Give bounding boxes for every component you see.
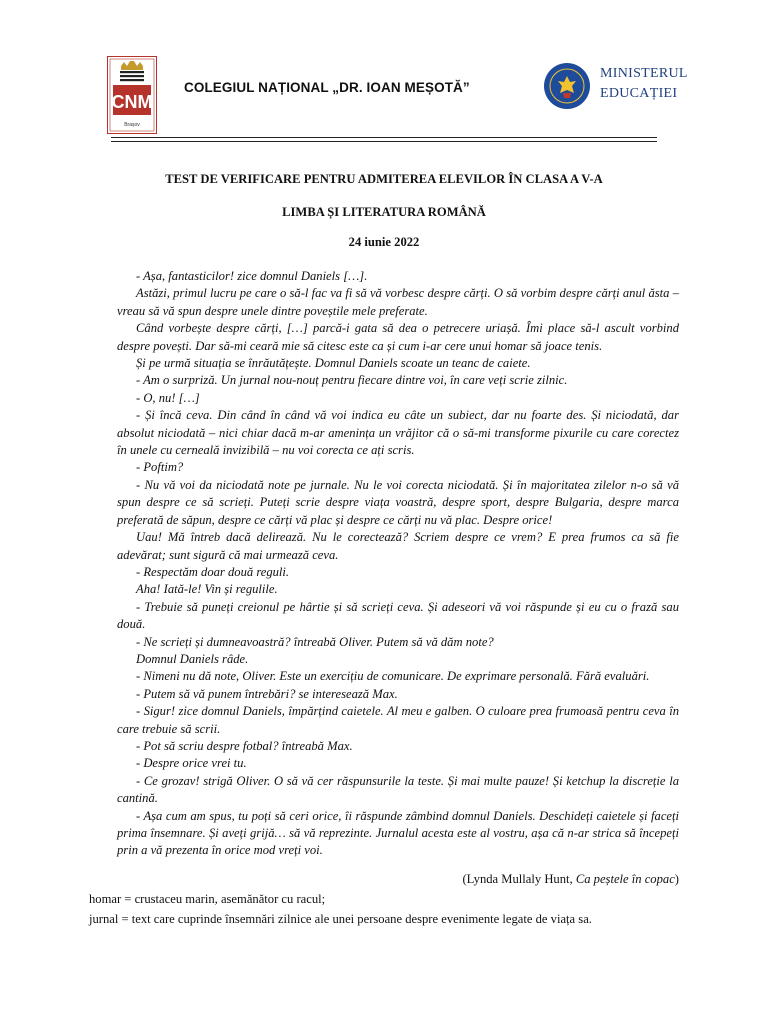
passage-paragraph: - Sigur! zice domnul Daniels, împărțind caietele. Al meu e galben. O culoare prea frumoasă pentru ceva în care trebuie să scrii.: [117, 704, 679, 736]
passage-paragraph: - Așa, fantasticilor! zice domnul Daniels […].: [136, 269, 368, 283]
passage-paragraph: - Respectăm doar două reguli.: [136, 564, 290, 579]
government-seal-icon: [543, 62, 591, 110]
passage-paragraph: Și pe urmă situația se înrăutățește. Domnul Daniels scoate un teanc de caiete.: [136, 356, 531, 371]
passage-paragraph: - Putem să vă punem întrebări? se interesează Max.: [136, 686, 398, 701]
passage-paragraph: - Poftim?: [136, 460, 184, 475]
svg-text:Brașov: Brașov: [124, 122, 140, 128]
subject-title: LIMBA ȘI LITERATURA ROMÂNĂ: [282, 205, 486, 219]
passage-paragraph: Astăzi, primul lucru pe care o să-l fac va fi să vă vorbesc despre cărți. O să vorbim despre cărți anul ăsta – vreau să vă spun despre unele dintre poveștile mele preferate.: [117, 286, 679, 318]
passage-paragraph: Aha! Iată-le! Vin și regulile.: [136, 582, 278, 597]
passage-paragraph: - Am o surpriză. Un jurnal nou-nouț pentru fiecare dintre voi, în care veți scrie zilnic.: [136, 373, 568, 388]
source-book-title: Ca peștele în copac: [575, 872, 675, 886]
passage-paragraph: - Așa cum am spus, tu poți să ceri orice, îi răspunde zâmbind domnul Daniels. Deschideți caietele și faceți prima însemnare. Și aveți grijă… să vă reprezinte. Jurnalul acesta este al vostru, așa că n-ar strica să începeți prin a vă prezenta în orice mod vreți voi.: [117, 808, 679, 858]
header-divider: [111, 137, 657, 138]
source-close: ): [674, 872, 679, 886]
test-date: 24 iunie 2022: [348, 235, 420, 249]
passage-paragraph: - Și încă ceva. Din când în când vă voi indica eu câte un subiect, dar nu foarte des. Și niciodată, dar absolut niciodată – nici chiar dacă m-ar amenința un vrăjitor că o să-mi transforme pixurile cu care corectez în unele cu cerneală invizibilă – nu voi corecta ce ați scris.: [117, 408, 679, 458]
passage-source: [462, 872, 679, 887]
ministry-line-2: EDUCAȚIEI: [600, 86, 678, 101]
reading-passage: [117, 268, 679, 860]
passage-paragraph: - O, nu! […]: [136, 390, 200, 405]
passage-paragraph: Domnul Daniels râde.: [136, 651, 249, 666]
glossary-entry-jurnal: jurnal = text care cuprinde însemnări zilnice ale unei persoane despre evenimente legate de viața sa.: [89, 912, 592, 926]
ministry-name: [600, 64, 688, 104]
passage-paragraph: - Ne scrieți și dumneavoastră? întreabă Oliver. Putem să vă dăm note?: [136, 634, 494, 649]
passage-paragraph: - Despre orice vrei tu.: [136, 756, 247, 771]
school-crest-logo: [107, 56, 157, 134]
passage-paragraph: Uau! Mă întreb dacă delirează. Nu le corectează? Scriem despre ce vrem? E prea frumos ca să fie adevărat; sunt sigură că mai urmează ceva.: [117, 530, 679, 562]
svg-text:CNM: CNM: [111, 92, 153, 112]
header-divider-thin: [111, 141, 657, 142]
test-title: TEST DE VERIFICARE PENTRU ADMITEREA ELEVILOR ÎN CLASA A V-A: [165, 172, 603, 186]
passage-paragraph: - Ce grozav! strigă Oliver. O să vă cer răspunsurile la teste. Și mai multe pauze! Și ketchup la discreție la cantină.: [117, 773, 679, 806]
passage-paragraph: Când vorbește despre cărți, […] parcă-i gata să dea o petrecere uriașă. Îmi place să-l ascult vorbind despre povești. Dar să-mi ceară mie să citesc este ca și cum i-ar cere unui homar să joace tenis.: [117, 321, 679, 353]
ministry-line-1: MINISTERUL: [600, 66, 688, 81]
passage-paragraph: - Trebuie să puneți creionul pe hârtie și să scrieți ceva. Și adeseori vă voi răspunde și eu cu o frază sau două.: [117, 599, 679, 632]
passage-paragraph: - Nu vă voi da niciodată note pe jurnale. Nu le voi corecta niciodată. Și în majoritatea zilelor n-o să vă spun despre ce să scrieți. Puteți scrie despre viața voastră, despre sport, despre Bulgaria, despre marca preferată de săpun, despre ce cărți vă plac și despre ce cărți nu vă plac. Despre orice!: [117, 477, 679, 527]
passage-paragraph: - Nimeni nu dă note, Oliver. Este un exercițiu de comunicare. De exprimare personală. Fără evaluări.: [136, 669, 650, 684]
school-name: COLEGIUL NAȚIONAL „DR. IOAN MEȘOTĂ”: [184, 80, 470, 95]
glossary-entry-homar: homar = crustaceu marin, asemănător cu racul;: [89, 892, 326, 906]
passage-paragraph: - Pot să scriu despre fotbal? întreabă Max.: [136, 738, 353, 753]
document-header: [0, 0, 768, 145]
source-author: (Lynda Mullaly Hunt,: [462, 872, 576, 886]
